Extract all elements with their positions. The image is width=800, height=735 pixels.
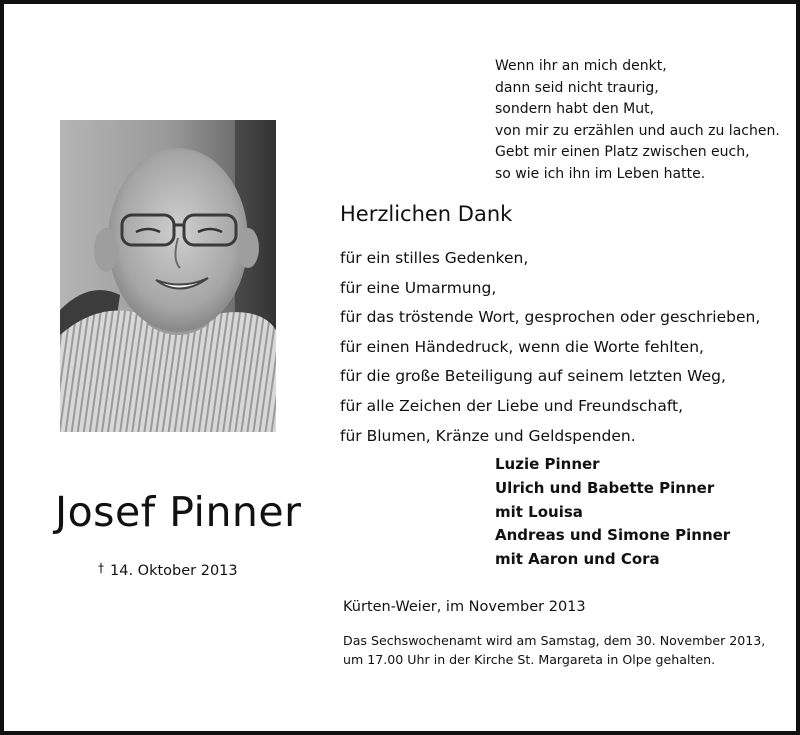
poem-line: so wie ich ihn im Leben hatte. <box>495 165 706 182</box>
cross-icon: † <box>98 561 104 575</box>
poem-line: Wenn ihr an mich denkt, <box>495 58 667 74</box>
mass-notice <box>343 631 765 669</box>
poem-verse <box>495 56 780 185</box>
thanks-line: für das tröstende Wort, gesprochen oder geschrieben, <box>340 308 761 327</box>
poem-line: dann seid nicht traurig, <box>495 79 659 96</box>
family-member: Ulrich und Babette Pinner <box>495 478 715 497</box>
family-member: mit Louisa <box>495 502 583 521</box>
place-date: Kürten-Weier, im November 2013 <box>343 599 586 615</box>
notice-line: um 17.00 Uhr in der Kirche St. Margareta in Olpe gehalten. <box>343 652 716 667</box>
family-signature <box>495 453 730 572</box>
thanks-line: für eine Umarmung, <box>340 278 497 297</box>
deceased-name: Josef Pinner <box>55 488 302 536</box>
thanks-line: für alle Zeichen der Liebe und Freundschaft, <box>340 396 684 415</box>
family-member: Luzie Pinner <box>495 455 600 473</box>
notice-line: Das Sechswochenamt wird am Samstag, dem 30. November 2013, <box>343 633 766 648</box>
thanks-line: für ein stilles Gedenken, <box>340 249 529 267</box>
thanks-heading: Herzlichen Dank <box>340 202 513 226</box>
poem-line: von mir zu erzählen und auch zu lachen. <box>495 122 780 139</box>
family-member: mit Aaron und Cora <box>495 550 660 569</box>
death-date-line <box>98 563 238 579</box>
thanks-line: für Blumen, Kränze und Geldspenden. <box>340 426 636 445</box>
thanks-line: für einen Händedruck, wenn die Worte fehlten, <box>340 337 704 356</box>
thanks-line: für die große Beteiligung auf seinem letzten Weg, <box>340 367 726 386</box>
poem-line: sondern habt den Mut, <box>495 101 655 117</box>
death-date: 14. Oktober 2013 <box>110 563 238 579</box>
portrait-photo <box>60 120 276 432</box>
poem-line: Gebt mir einen Platz zwischen euch, <box>495 144 750 160</box>
family-member: Andreas und Simone Pinner <box>495 526 731 545</box>
thanks-list <box>340 244 760 451</box>
